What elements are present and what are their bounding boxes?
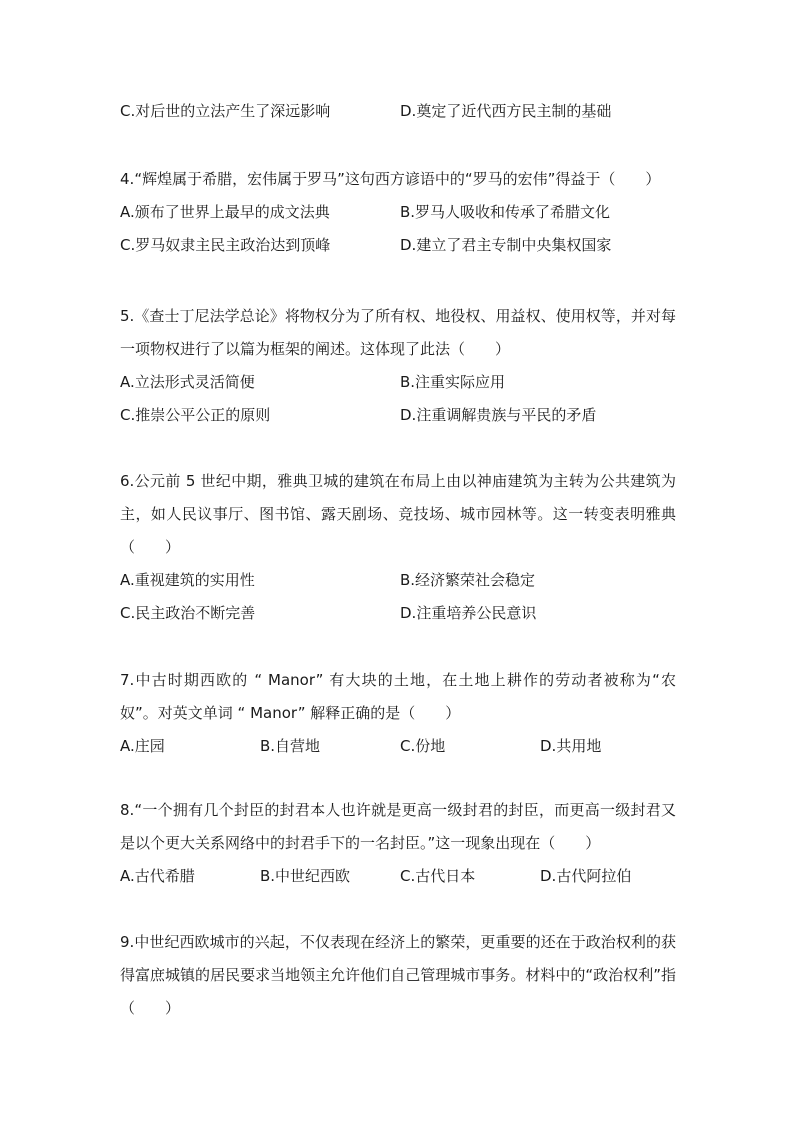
- question-5: [120, 300, 676, 432]
- option-d: D.建立了君主专制中央集权国家: [400, 236, 612, 254]
- option-row: [120, 860, 676, 893]
- option-b: B.经济繁荣社会稳定: [400, 571, 536, 589]
- option-c: C.对后世的立法产生了深远影响: [120, 102, 331, 120]
- question-4: [120, 163, 676, 262]
- option-a: A.颁布了世界上最早的成文法典: [120, 203, 330, 221]
- option-a: A.庄园: [120, 737, 165, 755]
- option-row: [120, 399, 676, 432]
- option-row: [120, 229, 676, 262]
- option-d: D.奠定了近代西方民主制的基础: [400, 102, 612, 120]
- question-text: 中古时期西欧的 “ Manor” 有大块的土地，在土地上耕作的劳动者被称为“农奴”。对英文单词 “ Manor” 解释正确的是（ ）: [120, 671, 676, 722]
- option-d: D.古代阿拉伯: [540, 867, 632, 885]
- option-row: [120, 564, 676, 597]
- question-stem: [120, 163, 676, 196]
- question-9: [120, 926, 676, 1025]
- option-row: [120, 730, 676, 763]
- option-c: C.推崇公平公正的原则: [120, 406, 271, 424]
- top-options: [120, 95, 676, 128]
- option-a: A.古代希腊: [120, 867, 195, 885]
- option-row: [120, 366, 676, 399]
- question-stem: [120, 465, 676, 564]
- option-row: [120, 95, 676, 128]
- option-d: D.注重调解贵族与平民的矛盾: [400, 406, 597, 424]
- question-text: “辉煌属于希腊，宏伟属于罗马”这句西方谚语中的“罗马的宏伟”得益于（ ）: [134, 170, 661, 188]
- question-number: 4.: [120, 170, 135, 188]
- option-c: C.民主政治不断完善: [120, 604, 256, 622]
- option-d: D.共用地: [540, 737, 602, 755]
- option-row: [120, 196, 676, 229]
- question-number: 8.: [120, 801, 135, 819]
- question-text: 中世纪西欧城市的兴起，不仅表现在经济上的繁荣，更重要的还在于政治权利的获得富庶城镇的居民要求当地领主允许他们自己管理城市事务。材料中的“政治权利”指（ ）: [120, 933, 676, 1017]
- question-text: “一个拥有几个封臣的封君本人也许就是更高一级封君的封臣，而更高一级封君又是以个更大关系网络中的封君手下的一名封臣。”这一现象出现在（ ）: [120, 801, 676, 852]
- option-b: B.自营地: [260, 737, 321, 755]
- option-b: B.中世纪西欧: [260, 867, 351, 885]
- question-stem: [120, 794, 676, 860]
- option-a: A.立法形式灵活简便: [120, 373, 255, 391]
- option-d: D.注重培养公民意识: [400, 604, 537, 622]
- question-text: 《查士丁尼法学总论》将物权分为了所有权、地役权、用益权、使用权等，并对每一项物权进行了以篇为框架的阐述。这体现了此法（ ）: [120, 307, 676, 358]
- question-number: 7.: [120, 671, 135, 689]
- question-number: 5.: [120, 307, 135, 325]
- question-number: 9.: [120, 933, 135, 951]
- option-a: A.重视建筑的实用性: [120, 571, 255, 589]
- option-c: C.罗马奴隶主民主政治达到顶峰: [120, 236, 331, 254]
- option-b: B.注重实际应用: [400, 373, 506, 391]
- question-8: [120, 794, 676, 893]
- option-c: C.古代日本: [400, 867, 476, 885]
- option-b: B.罗马人吸收和传承了希腊文化: [400, 203, 611, 221]
- question-stem: [120, 664, 676, 730]
- question-text: 公元前 5 世纪中期，雅典卫城的建筑在布局上由以神庙建筑为主转为公共建筑为主，如人民议事厅、图书馆、露天剧场、竞技场、城市园林等。这一转变表明雅典（ ）: [120, 472, 676, 556]
- question-number: 6.: [120, 472, 135, 490]
- question-stem: [120, 300, 676, 366]
- option-row: [120, 597, 676, 630]
- option-c: C.份地: [400, 737, 446, 755]
- question-7: [120, 664, 676, 763]
- question-6: [120, 465, 676, 630]
- question-stem: [120, 926, 676, 1025]
